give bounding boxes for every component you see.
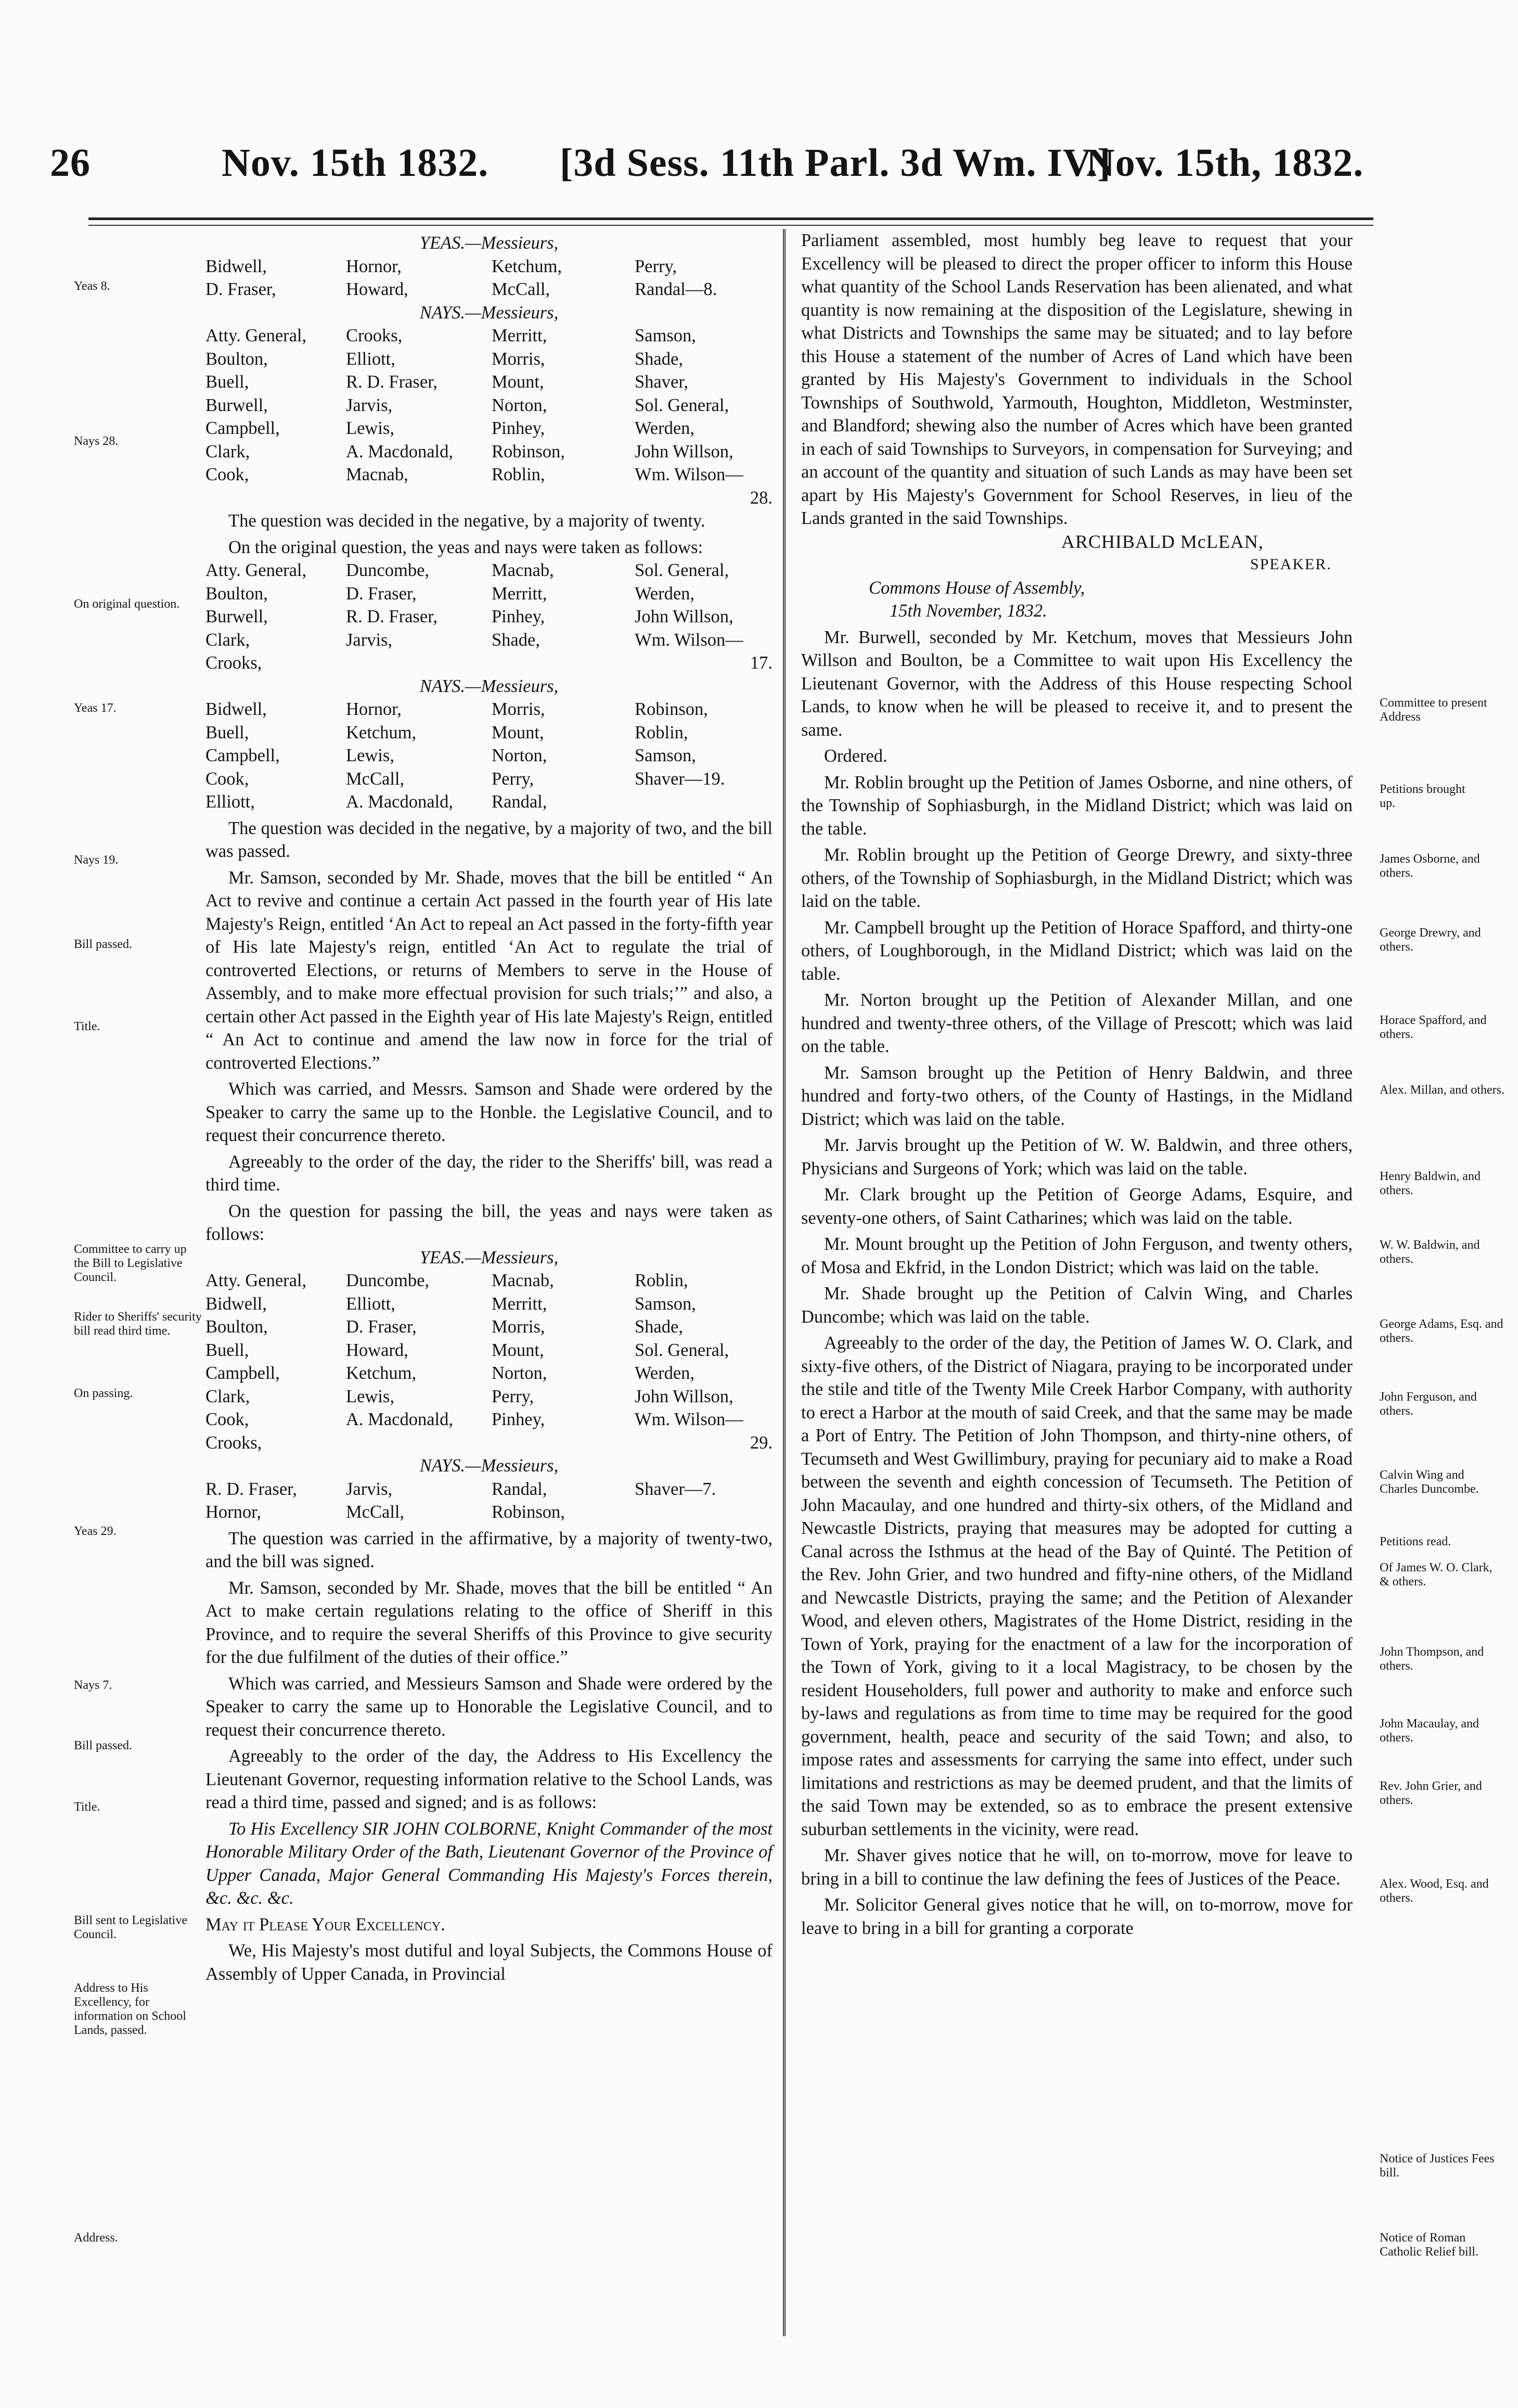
margin-note: Petitions brought up. <box>1380 783 1465 810</box>
nays-heading: NAYS.—Messieurs, <box>419 1456 559 1476</box>
member-name: A. Macdonald, <box>346 792 453 812</box>
member-name: R. D. Fraser, <box>346 372 438 392</box>
yeas-heading: YEAS.—Messieurs, <box>419 233 559 253</box>
margin-note: George Adams, Esq. and others. <box>1380 1317 1503 1345</box>
member-name: Ketchum, <box>346 722 417 742</box>
margin-note: Notice of Justices Fees bill. <box>1380 2152 1495 2180</box>
paragraph: Mr. Samson, seconded by Mr. Shade, moves that the bill be entitled “ An Act to revive and continue a certain Act passed in the fourth year of His late Majesty's Reign, entitled ‘An Act to repeal an Act passed in the forty-fifth year of His late Majesty's reign, entitled ‘An Act to regulate the trial of controverted Elections, or returns of Members to serve in the House of Assembly, and to make more effectual provision for such trials;’” and also, a certain other Act passed in the Eighth year of His late Majesty's Reign, entitled “ An Act to continue and amend the law now in force for the trial of controverted Elections.” <box>205 867 773 1073</box>
margin-note: Yeas 17. <box>74 701 117 715</box>
member-name: Cook, <box>205 1410 249 1429</box>
member-name <box>635 1501 773 1524</box>
vote-list <box>205 324 773 486</box>
member-name: Hornor, <box>205 1502 261 1522</box>
paragraph: Mr. Solicitor General gives notice that he will, on to-morrow, move for leave to bring in a bill for granting a corporate <box>801 1895 1353 1938</box>
member-name: Robinson, <box>492 441 565 462</box>
member-name: Pinhey, <box>492 418 545 438</box>
vote-total: 17. <box>750 653 773 673</box>
margin-note: Committee to carry up the Bill to Legislative Council. <box>74 1243 187 1284</box>
member-name: Boulton, <box>205 583 268 604</box>
margin-note: Nays 7. <box>74 1679 112 1692</box>
member-name: Perry, <box>492 1386 534 1406</box>
member-name: Crooks, <box>205 653 262 673</box>
member-name: Norton, <box>492 395 547 415</box>
paragraph: On the original question, the yeas and nays were taken as follows: <box>228 537 703 557</box>
member-name: Elliott, <box>346 349 395 369</box>
paragraph: The question was decided in the negative, by a majority of two, and the bill was passed. <box>205 818 773 861</box>
member-name: Shaver—19. <box>635 768 725 789</box>
page-header <box>50 140 1371 187</box>
address-recipient: To His Excellency SIR JOHN COLBORNE, Knight Commander of the most Honorable Military Order of the Bath, Lieutenant Governor of the Province of Upper Canada, Major General Commanding His Majesty's Forces therein, &c. &c. &c. <box>205 1818 773 1908</box>
member-name: Roblin, <box>492 465 545 484</box>
member-name: Duncombe, <box>346 1271 430 1290</box>
margin-note: Title. <box>74 1020 100 1033</box>
margin-note: On original question. <box>74 597 180 611</box>
dated-line: Commons House of Assembly, <box>869 578 1085 598</box>
paragraph: Mr. Shade brought up the Petition of Calvin Wing, and Charles Duncombe; which was laid on the table. <box>801 1284 1353 1327</box>
paragraph: Parliament assembled, most humbly beg leave to request that your Excellency will be pleased to direct the proper officer to inform this House what quantity of the School Lands Reservation has been alienated, and what quantity is now remaining at the disposition of the Legislature, shewing in what Districts and Townships the same may be situated; and to lay before this House a statement of the number of Acres of Land which have been granted by His Majesty's Government to individuals in the School Townships of Southwold, Yarmouth, Houghton, Middleton, Westminster, and Blandford; shewing also the number of Acres which have been granted in each of said Townships to Surveyors, in compensation for Surveying; and an account of the quantity and situation of such Lands as may have been set apart by His Majesty's Government for School Reserves, in lieu of the Lands granted in the said Townships. <box>801 230 1353 528</box>
member-name: Morris, <box>492 699 545 719</box>
member-name: Burwell, <box>205 607 268 626</box>
vote-list <box>205 559 773 675</box>
margin-note: Committee to present Address <box>1380 696 1487 724</box>
member-name: Macnab, <box>346 465 408 484</box>
member-name: Werden, <box>635 583 695 604</box>
member-name: Randal—8. <box>635 279 717 299</box>
member-name: R. D. Fraser, <box>205 1479 297 1499</box>
member-name: Morris, <box>492 1317 545 1337</box>
paragraph: Mr. Shaver gives notice that he will, on to-morrow, move for leave to bring in a bill to continue the law defining the fees of Justices of the Peace. <box>801 1846 1353 1889</box>
member-name: Macnab, <box>492 1271 554 1290</box>
paragraph: Mr. Norton brought up the Petition of Alexander Millan, and one hundred and twenty-three others, of the Village of Prescott; which was laid on the table. <box>801 990 1353 1056</box>
paragraph: Mr. Samson, seconded by Mr. Shade, moves that the bill be entitled “ An Act to make certain regulations relating to the office of Sheriff in this Province, and to require the several Sheriffs of this Province to give security for the due fulfilment of the duties of their office.” <box>205 1578 773 1667</box>
margin-note: Yeas 8. <box>74 279 110 293</box>
margin-note: Nays 19. <box>74 853 119 867</box>
member-name: Norton, <box>492 746 547 765</box>
member-name: Samson, <box>635 1293 696 1314</box>
margin-note: W. W. Baldwin, and others. <box>1380 1238 1480 1266</box>
member-name: Samson, <box>635 326 696 345</box>
member-name <box>492 651 635 675</box>
member-name: Boulton, <box>205 349 268 369</box>
member-name: Jarvis, <box>346 1479 393 1499</box>
margin-note: Bill passed. <box>74 1739 132 1752</box>
member-name: McCall, <box>346 1502 405 1522</box>
vote-total: 29. <box>750 1432 773 1453</box>
header-rule-thin <box>88 225 1373 226</box>
paragraph: Ordered. <box>824 746 887 766</box>
member-name: Randal, <box>492 792 547 812</box>
margin-note: Address to His Excellency, for information on School Lands, passed. <box>74 1981 186 2037</box>
member-name: A. Macdonald, <box>346 1410 453 1429</box>
header-date-left: Nov. 15th 1832. <box>222 141 489 185</box>
member-name: Lewis, <box>346 418 394 438</box>
dated-line: 15th November, 1832. <box>890 601 1047 621</box>
member-name: A. Macdonald, <box>346 441 453 462</box>
member-name: Crooks, <box>205 1432 262 1453</box>
margin-note: Henry Baldwin, and others. <box>1380 1170 1481 1197</box>
header-rule <box>88 217 1373 220</box>
margin-note: George Drewry, and others. <box>1380 926 1481 954</box>
member-name: Buell, <box>205 1340 249 1360</box>
paragraph: Mr. Mount brought up the Petition of John Ferguson, and twenty others, of Mosa and Ekfrid, in the London District; which was laid on the table. <box>801 1234 1353 1277</box>
member-name: Pinhey, <box>492 1410 545 1429</box>
member-name: Merritt, <box>492 326 547 345</box>
member-name: D. Fraser, <box>346 1317 417 1337</box>
member-name: John Willson, <box>635 1386 734 1406</box>
member-name: Morris, <box>492 349 545 369</box>
member-name: Perry, <box>635 256 677 276</box>
margin-note: Rev. John Grier, and others. <box>1380 1779 1482 1807</box>
member-name: McCall, <box>346 768 405 789</box>
vote-list <box>205 255 773 301</box>
member-name: Merritt, <box>492 583 547 604</box>
member-name: Shade, <box>635 349 683 369</box>
paragraph: On the question for passing the bill, the yeas and nays were taken as follows: <box>205 1201 773 1244</box>
member-name: D. Fraser, <box>346 583 417 604</box>
member-name: McCall, <box>492 279 550 299</box>
member-name: John Willson, <box>635 607 734 626</box>
member-name: Perry, <box>492 768 534 789</box>
margin-note: Bill passed. <box>74 938 132 951</box>
header-date-right: Nov. 15th, 1832. <box>1086 141 1364 185</box>
signature-name: ARCHIBALD McLEAN, <box>1061 531 1264 552</box>
member-name: Bidwell, <box>205 256 267 276</box>
margin-note: On passing. <box>74 1387 133 1400</box>
paragraph: Mr. Campbell brought up the Petition of Horace Spafford, and thirty-one others, of Loughborough, in the Midland District; which was laid on the table. <box>801 917 1353 984</box>
member-name: Hornor, <box>346 256 402 276</box>
member-name: Wm. Wilson— <box>635 465 743 484</box>
nays-heading: NAYS.—Messieurs, <box>419 676 559 696</box>
member-name: Randal, <box>492 1479 547 1499</box>
margin-note: Horace Spafford, and others. <box>1380 1014 1487 1041</box>
margin-note: Bill sent to Legislative Council. <box>74 1914 187 1941</box>
member-name: Campbell, <box>205 1363 280 1383</box>
yeas-heading: YEAS.—Messieurs, <box>419 1247 559 1267</box>
member-name: Samson, <box>635 746 696 765</box>
margin-note: Calvin Wing and Charles Duncombe. <box>1380 1468 1479 1496</box>
paragraph: Agreeably to the order of the day, the Petition of James W. O. Clark, and sixty-five others, of the District of Niagara, praying to be incorporated under the stile and title of the Twenty Mile Creek Harbor Company, with authority to erect a Harbor at the mouth of said Creek, and that the same may be made a Port of Entry. The Petition of John Thompson, and thirty-nine others, of Tecumseth and West Gwillimbury, praying for pecuniary aid to make a Road between the seventh and eighth concession of Tecumseth. The Petition of John Macaulay, and one hundred and thirty-six others, of the Midland and Newcastle Districts, praying that measures may be adopted for cutting a Canal across the Isthmus at the head of the Bay of Quinté. The Petition of the Rev. John Grier, and two hundred and fifty-nine others, of the Midland and Newcastle Districts, praying the same; and the Petition of Alexander Wood, and eleven others, Magistrates of the Home District, residing in the Town of York, praying for the enactment of a law for the incorporation of the Town of York, giving to it a local Magistracy, to be chosen by the resident Householders, full power and authority to make and enforce such by-laws and regulations as from time to time may be required for the good government, health, peace and security of the said Town; and also, to impose rates and assessments for carrying the same into effect, under such limitations and restrictions as may be deemed prudent, and that the limits of the said Town may be extended, so as to embrace the present extensive suburban settlements in the vicinity, were read. <box>801 1333 1353 1839</box>
member-name <box>346 1431 492 1455</box>
member-name: Howard, <box>346 279 408 299</box>
member-name: Macnab, <box>492 560 554 580</box>
member-name: Sol. General, <box>635 395 729 415</box>
paragraph: Agreeably to the order of the day, the Address to His Excellency the Lieutenant Governor, requesting information relative to the School Lands, was read a third time, passed and signed; and is as follows: <box>205 1746 773 1812</box>
member-name: Buell, <box>205 372 249 392</box>
member-name: Werden, <box>635 418 695 438</box>
paragraph: Mr. Burwell, seconded by Mr. Ketchum, moves that Messieurs John Willson and Boulton, be a Committee to wait upon His Excellency the Lieutenant Governor, with the Address of this House respecting School Lands, to know when he will be pleased to receive it, and to present the same. <box>801 627 1353 740</box>
member-name: Mount, <box>492 1340 544 1360</box>
member-name: Roblin, <box>635 1271 688 1290</box>
margin-note: Alex. Millan, and others. <box>1380 1083 1504 1097</box>
member-name: Atty. General, <box>205 560 307 580</box>
member-name: Wm. Wilson— <box>635 630 743 650</box>
salutation: May it Please Your Excellency. <box>205 1914 445 1935</box>
member-name: Bidwell, <box>205 699 267 719</box>
paragraph: Agreeably to the order of the day, the rider to the Sheriffs' bill, was read a third time. <box>205 1151 773 1195</box>
margin-note: Petitions read. <box>1380 1535 1451 1548</box>
margin-note: Title. <box>74 1800 100 1814</box>
page-number: 26 <box>50 141 91 185</box>
member-name: Cook, <box>205 465 249 484</box>
margin-note: John Thompson, and others. <box>1380 1645 1484 1673</box>
signature-title: SPEAKER. <box>1250 556 1332 573</box>
member-name: Roblin, <box>635 722 688 742</box>
member-name: Shaver—7. <box>635 1479 716 1499</box>
member-name: Buell, <box>205 722 249 742</box>
paragraph: Which was carried, and Messrs. Samson and Shade were ordered by the Speaker to carry the same up to the Honble. the Legislative Council, and to request their concurrence thereto. <box>205 1079 773 1145</box>
margin-note: Yeas 29. <box>74 1525 117 1538</box>
member-name: Burwell, <box>205 395 268 415</box>
member-name: Clark, <box>205 1386 250 1406</box>
member-name: R. D. Fraser, <box>346 607 438 626</box>
paragraph: Mr. Roblin brought up the Petition of George Drewry, and sixty-three others, of the Township of Sophiasburgh, in the Midland District; which was laid on the table. <box>801 845 1353 911</box>
member-name: Elliott, <box>205 792 255 812</box>
member-name: Elliott, <box>346 1293 395 1314</box>
member-name: Norton, <box>492 1363 547 1383</box>
member-name: Wm. Wilson— <box>635 1410 743 1429</box>
member-name: Werden, <box>635 1363 695 1383</box>
member-name <box>492 1431 635 1455</box>
paragraph: Mr. Roblin brought up the Petition of James Osborne, and nine others, of the Township of Sophiasburgh, in the Midland District; which was laid on the table. <box>801 772 1353 839</box>
vote-list <box>205 1478 773 1524</box>
member-name: Shade, <box>635 1317 683 1337</box>
margin-note: Rider to Sheriffs' security bill read third time. <box>74 1310 202 1338</box>
column-divider <box>783 229 786 2336</box>
member-name: Duncombe, <box>346 560 430 580</box>
member-name: D. Fraser, <box>205 279 276 299</box>
paragraph: Mr. Samson brought up the Petition of Henry Baldwin, and three hundred and forty-two others, of the County of Hastings, in the Midland District; which was laid on the table. <box>801 1062 1353 1129</box>
paragraph: The question was decided in the negative, by a majority of twenty. <box>228 511 705 531</box>
margin-note: John Ferguson, and others. <box>1380 1390 1477 1418</box>
paragraph: The question was carried in the affirmative, by a majority of twenty-two, and the bill was signed. <box>205 1528 773 1571</box>
paragraph: Which was carried, and Messieurs Samson and Shade were ordered by the Speaker to carry the same up to Honorable the Legislative Council, and to request their concurrence thereto. <box>205 1673 773 1740</box>
member-name: Hornor, <box>346 699 402 719</box>
member-name: Campbell, <box>205 746 280 765</box>
paragraph: Mr. Jarvis brought up the Petition of W. W. Baldwin, and three others, Physicians and Surgeons of York; which was laid on the table. <box>801 1135 1353 1179</box>
member-name: Jarvis, <box>346 395 393 415</box>
member-name: Robinson, <box>492 1502 565 1522</box>
margin-note: John Macaulay, and others. <box>1380 1717 1480 1745</box>
member-name: Sol. General, <box>635 560 729 580</box>
vote-total: 28. <box>750 488 773 508</box>
member-name: Sol. General, <box>635 1340 729 1360</box>
member-name: Ketchum, <box>346 1363 417 1383</box>
member-name <box>635 790 773 814</box>
member-name: Clark, <box>205 630 250 650</box>
member-name: Bidwell, <box>205 1293 267 1314</box>
left-column <box>205 232 773 1986</box>
member-name: Boulton, <box>205 1317 268 1337</box>
member-name: Jarvis, <box>346 630 393 650</box>
member-name: Lewis, <box>346 746 394 765</box>
member-name: Crooks, <box>346 326 403 345</box>
vote-list <box>205 698 773 814</box>
member-name: Lewis, <box>346 1386 394 1406</box>
margin-note: Notice of Roman Catholic Relief bill. <box>1380 2231 1478 2259</box>
member-name: Mount, <box>492 372 544 392</box>
member-name <box>346 651 492 675</box>
member-name: Campbell, <box>205 418 280 438</box>
member-name: Howard, <box>346 1340 408 1360</box>
paragraph: We, His Majesty's most dutiful and loyal Subjects, the Commons House of Assembly of Upper Canada, in Provincial <box>205 1941 773 1984</box>
right-column <box>801 229 1353 1940</box>
member-name: Mount, <box>492 722 544 742</box>
member-name: Robinson, <box>635 699 708 719</box>
member-name: Clark, <box>205 441 250 462</box>
margin-note: James Osborne, and others. <box>1380 852 1480 880</box>
margin-note: Of James W. O. Clark, & others. <box>1380 1561 1493 1589</box>
member-name: John Willson, <box>635 441 734 462</box>
member-name: Shade, <box>492 630 540 650</box>
member-name: Shaver, <box>635 372 689 392</box>
header-session: [3d Sess. 11th Parl. 3d Wm. IV.] <box>560 141 1111 185</box>
member-name: Cook, <box>205 768 249 789</box>
margin-note: Nays 28. <box>74 434 119 448</box>
member-name: Atty. General, <box>205 326 307 345</box>
member-name: Atty. General, <box>205 1271 307 1290</box>
nays-heading: NAYS.—Messieurs, <box>419 302 559 323</box>
member-name: Pinhey, <box>492 607 545 626</box>
member-name: Merritt, <box>492 1293 547 1314</box>
margin-note: Address. <box>74 2231 118 2245</box>
paragraph: Mr. Clark brought up the Petition of George Adams, Esquire, and seventy-one others, of Saint Catharines; which was laid on the table. <box>801 1185 1353 1228</box>
margin-note: Alex. Wood, Esq. and others. <box>1380 1877 1489 1905</box>
vote-list <box>205 1269 773 1454</box>
member-name: Ketchum, <box>492 256 562 276</box>
